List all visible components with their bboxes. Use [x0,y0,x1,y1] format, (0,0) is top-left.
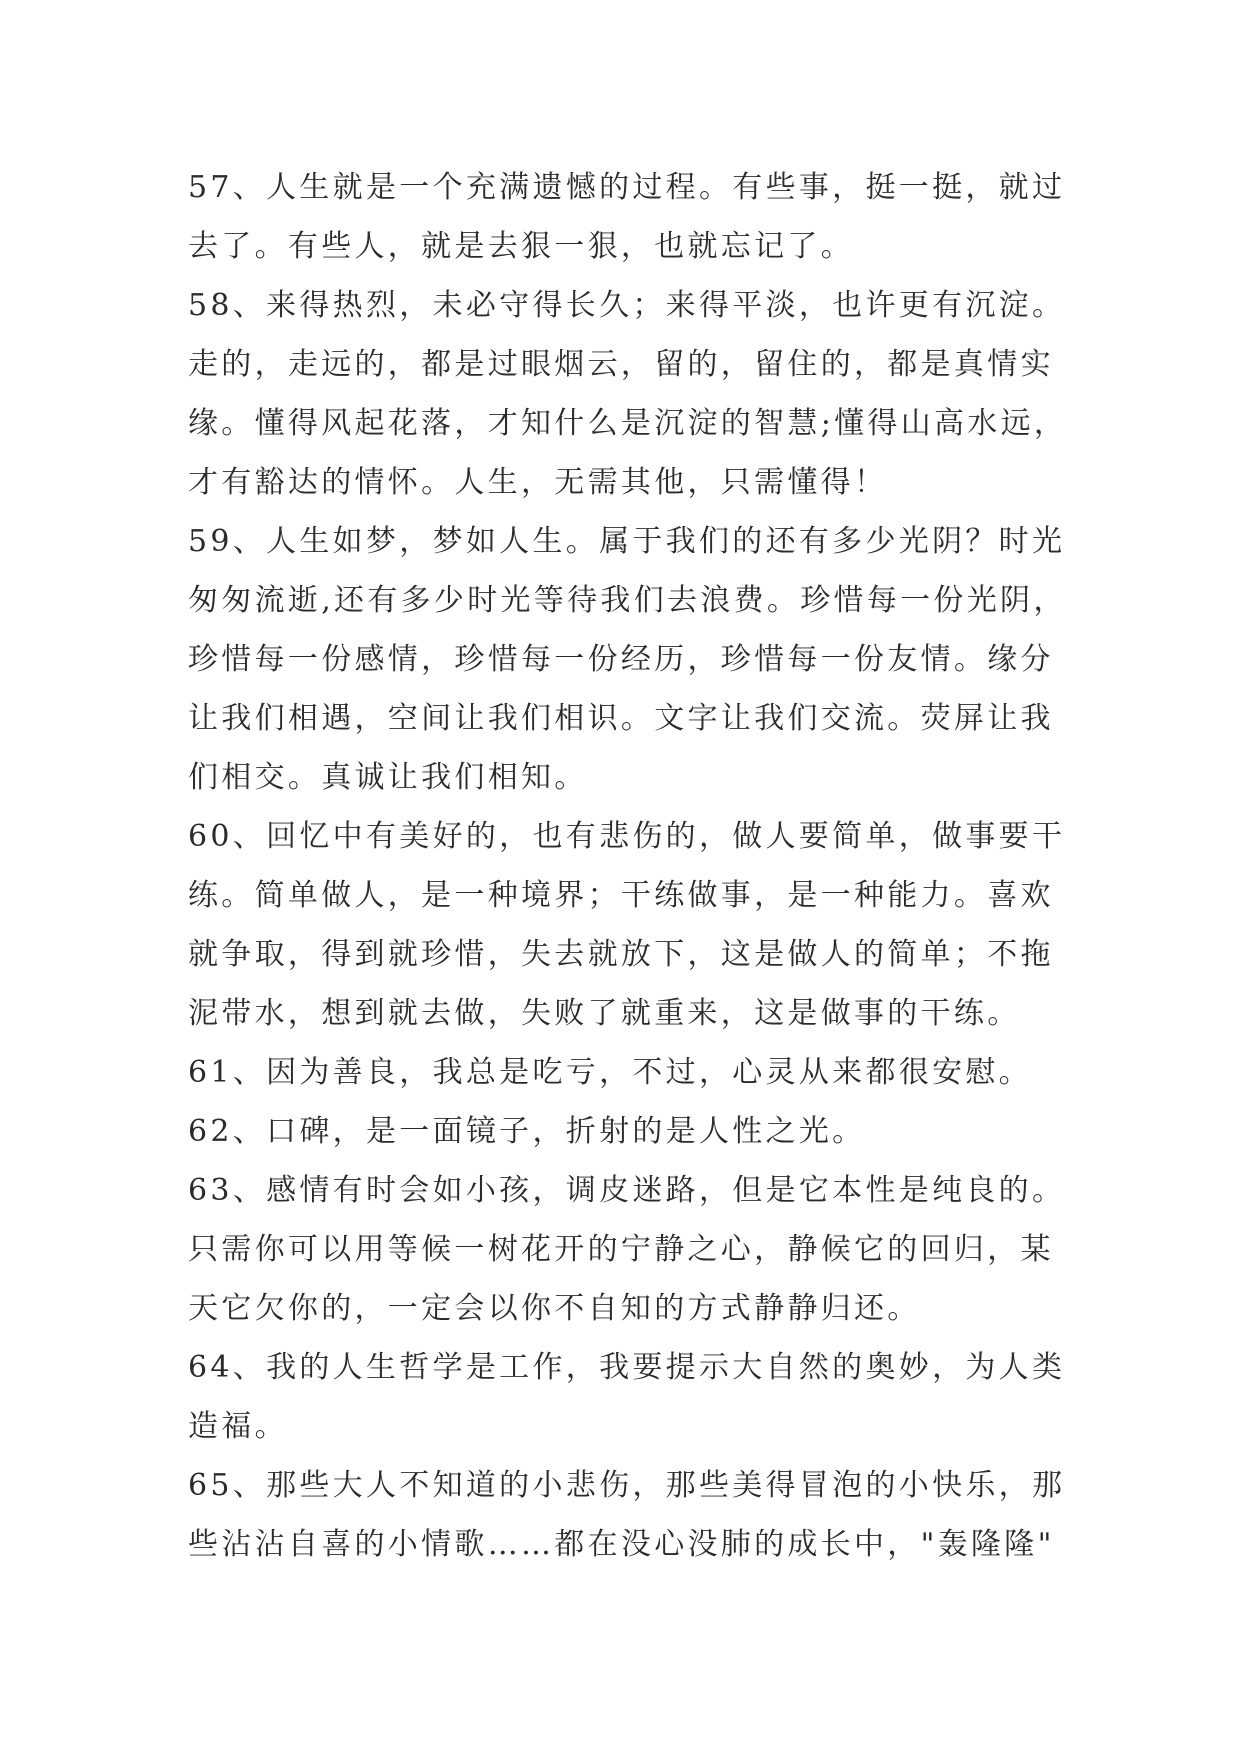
text-line: 练。简单做人，是一种境界；干练做事，是一种能力。喜欢 [188,878,1054,913]
text-line: 让我们相遇，空间让我们相识。文字让我们交流。荧屏让我 [188,701,1054,736]
text-line: 匆匆流逝,还有多少时光等待我们去浪费。珍惜每一份光阴， [188,583,1067,618]
text-line: 60、回忆中有美好的，也有悲伤的，做人要简单，做事要干 [188,819,1066,854]
text-line: 泥带水，想到就去做，失败了就重来，这是做事的干练。 [188,996,1021,1031]
text-line: 62、口碑，是一面镜子，折射的是人性之光。 [188,1114,866,1149]
text-line: 58、来得热烈，未必守得长久；来得平淡，也许更有沉淀。 [188,288,1066,323]
text-line: 61、因为善良，我总是吃亏，不过，心灵从来都很安慰。 [188,1055,1032,1090]
text-line: 只需你可以用等候一树花开的宁静之心，静候它的回归，某 [188,1232,1054,1267]
text-line: 57、人生就是一个充满遗憾的过程。有些事，挺一挺，就过 [188,170,1066,205]
text-line: 些沾沾自喜的小情歌……都在没心没肺的成长中，"轰隆隆" [188,1527,1055,1562]
text-line: 天它欠你的，一定会以你不自知的方式静静归还。 [188,1291,921,1326]
text-line: 才有豁达的情怀。人生，无需其他，只需懂得！ [188,465,888,500]
text-line: 造福。 [188,1409,288,1444]
text-line: 去了。有些人，就是去狠一狠，也就忘记了。 [188,229,854,264]
text-line: 走的，走远的，都是过眼烟云，留的，留住的，都是真情实 [188,347,1054,382]
text-line: 就争取，得到就珍惜，失去就放下，这是做人的简单；不拖 [188,937,1054,972]
text-line: 63、感情有时会如小孩，调皮迷路，但是它本性是纯良的。 [188,1173,1066,1208]
text-line: 64、我的人生哲学是工作，我要提示大自然的奥妙，为人类 [188,1350,1066,1385]
document-body [188,158,1068,1574]
text-line: 59、人生如梦，梦如人生。属于我们的还有多少光阴？时光 [188,524,1066,559]
text-line: 们相交。真诚让我们相知。 [188,760,588,795]
text-line: 缘。懂得风起花落，才知什么是沉淀的智慧;懂得山高水远， [188,406,1068,441]
text-line: 65、那些大人不知道的小悲伤，那些美得冒泡的小快乐，那 [188,1468,1066,1503]
text-line: 珍惜每一份感情，珍惜每一份经历，珍惜每一份友情。缘分 [188,642,1054,677]
